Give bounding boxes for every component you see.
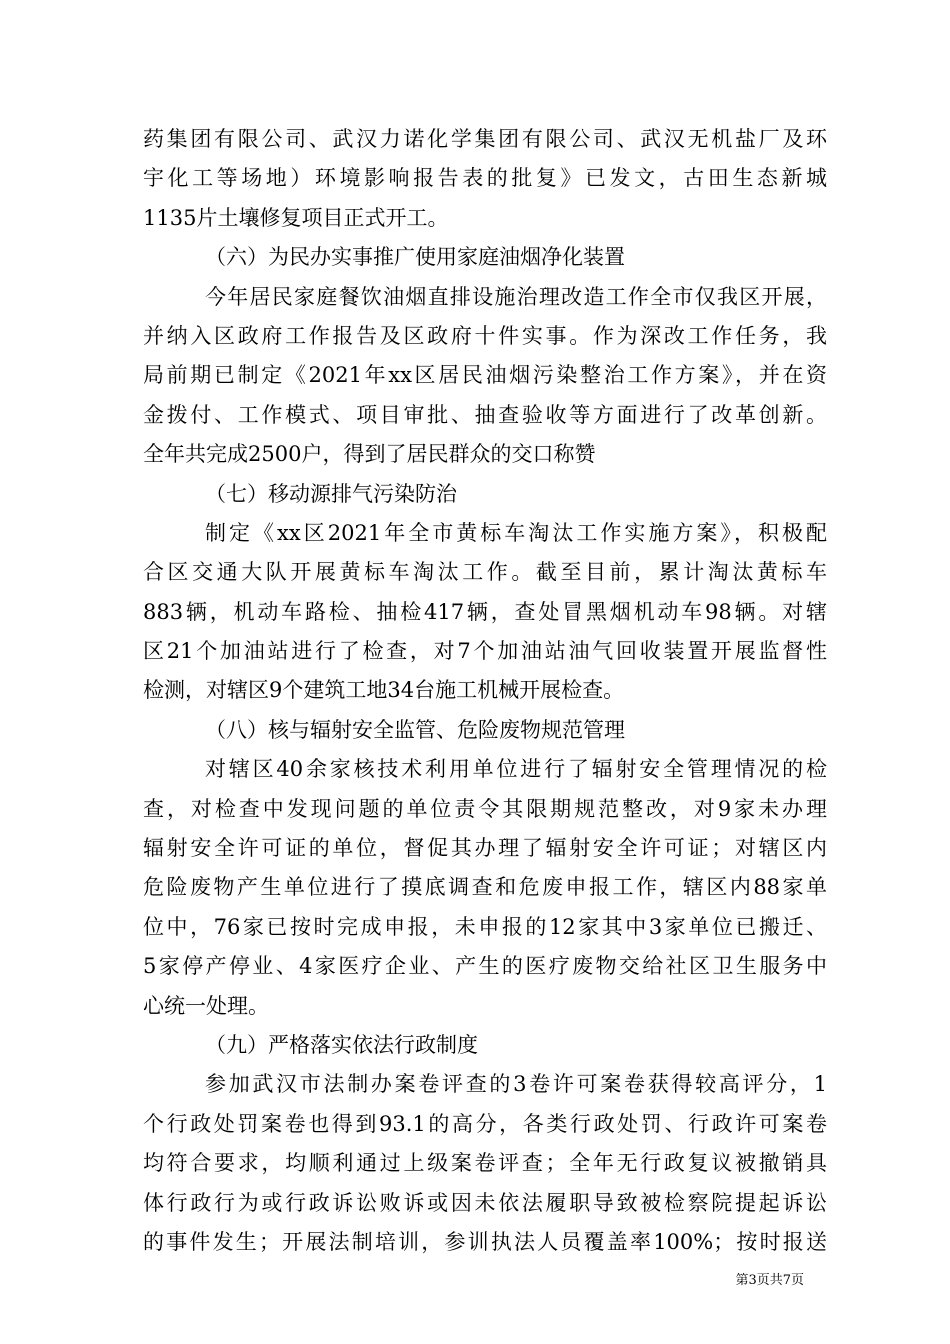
page-number: 第3页共7页 — [735, 1273, 804, 1288]
text-line: 心统一处理。 — [143, 993, 269, 1018]
text-line: 制定《xx区2021年全市黄标车淘汰工作实施方案》，积极配 — [205, 520, 827, 545]
text-line: （七）移动源排气污染防治 — [205, 481, 457, 506]
text-line: 参加武汉市法制办案卷评查的3卷许可案卷获得较高评分，1 — [205, 1072, 827, 1097]
text-line: 危险废物产生单位进行了摸底调查和危废申报工作，辖区内88家单 — [143, 875, 827, 900]
text-line: 1135片土壤修复项目正式开工。 — [143, 205, 449, 230]
text-line: 今年居民家庭餐饮油烟直排设施治理改造工作全市仅我区开展， — [205, 284, 827, 309]
text-line: 检测，对辖区9个建筑工地34台施工机械开展检查。 — [143, 678, 625, 703]
text-line: 局前期已制定《2021年xx区居民油烟污染整治工作方案》，并在资 — [143, 363, 827, 388]
text-line: 5家停产停业、4家医疗企业、产生的医疗废物交给社区卫生服务中 — [143, 954, 827, 979]
text-line: 位中，76家已按时完成申报，未申报的12家其中3家单位已搬迁、 — [143, 914, 827, 939]
text-line: 的事件发生；开展法制培训，参训执法人员覆盖率100%；按时报送 — [143, 1229, 827, 1254]
text-line: 个行政处罚案卷也得到93.1的高分，各类行政处罚、行政许可案卷 — [143, 1111, 827, 1136]
text-line: 均符合要求，均顺利通过上级案卷评查；全年无行政复议被撤销具 — [143, 1151, 827, 1176]
text-line: 883辆，机动车路检、抽检417辆，查处冒黑烟机动车98辆。对辖 — [143, 599, 827, 624]
text-line: 对辖区40余家核技术利用单位进行了辐射安全管理情况的检 — [205, 757, 827, 782]
text-line: 辐射安全许可证的单位，督促其办理了辐射安全许可证；对辖区内 — [143, 836, 827, 861]
text-line: 查，对检查中发现问题的单位责令其限期规范整改，对9家未办理 — [143, 796, 827, 821]
text-line: 区21个加油站进行了检查，对7个加油站油气回收装置开展监督性 — [143, 639, 827, 664]
text-line: 金拨付、工作模式、项目审批、抽查验收等方面进行了改革创新。 — [143, 402, 827, 427]
text-line: （九）严格落实依法行政制度 — [205, 1032, 478, 1057]
text-line: 全年共完成2500户，得到了居民群众的交口称赞 — [143, 442, 596, 467]
body-text — [143, 120, 827, 1262]
text-line: （六）为民办实事推广使用家庭油烟净化装置 — [205, 245, 625, 270]
text-line: （八）核与辐射安全监管、危险废物规范管理 — [205, 717, 625, 742]
text-line: 合区交通大队开展黄标车淘汰工作。截至目前，累计淘汰黄标车 — [143, 560, 827, 585]
text-line: 体行政行为或行政诉讼败诉或因未依法履职导致被检察院提起诉讼 — [143, 1190, 827, 1215]
text-line: 并纳入区政府工作报告及区政府十件实事。作为深改工作任务，我 — [143, 323, 827, 348]
text-line: 宇化工等场地）环境影响报告表的批复》已发文，古田生态新城 — [143, 166, 827, 191]
text-line: 药集团有限公司、武汉力诺化学集团有限公司、武汉无机盐厂及环 — [143, 127, 827, 151]
